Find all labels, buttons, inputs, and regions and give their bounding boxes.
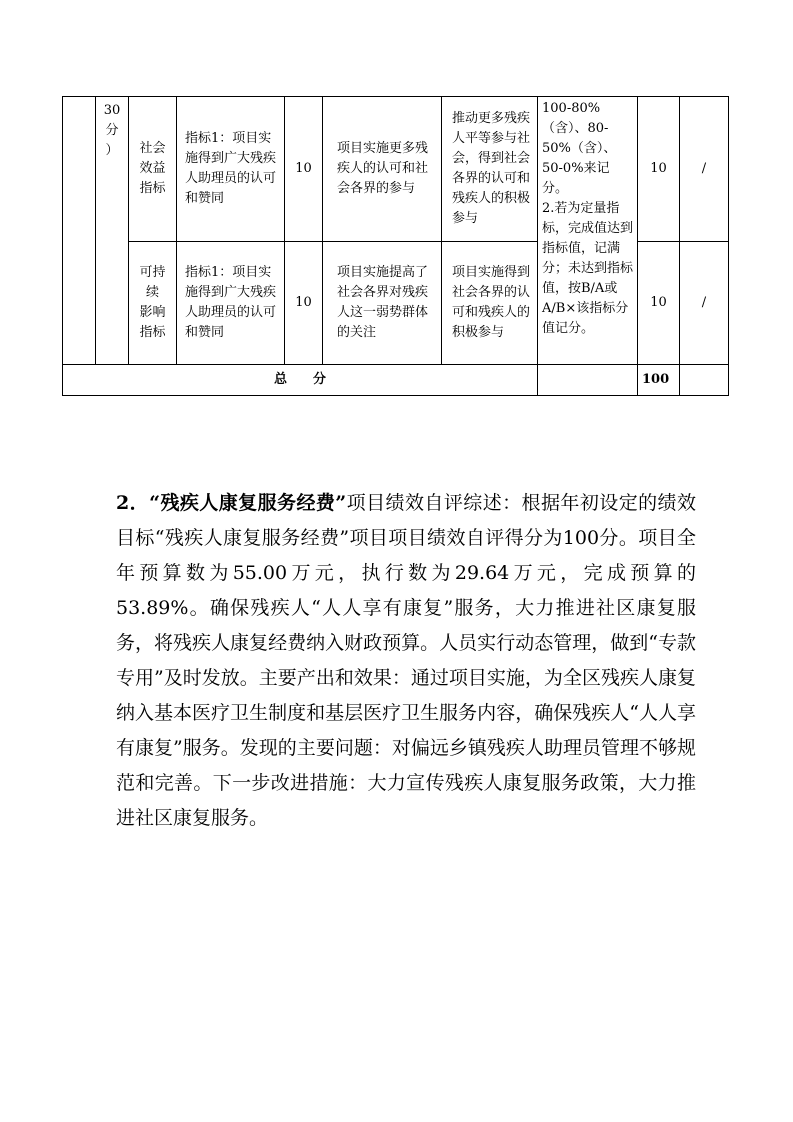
- left-margin-cell: [63, 97, 96, 365]
- note-cell: /: [680, 242, 729, 365]
- total-label: 总 分: [63, 365, 538, 396]
- target-cell: 项目实施更多残疾人的认可和社会各界的参与: [323, 97, 442, 242]
- indicator-cell: 指标1：项目实施得到广大残疾人助理员的认可和赞同: [177, 97, 285, 242]
- total-empty-cell: [538, 365, 638, 396]
- performance-table: [62, 96, 729, 396]
- category-cell: 可持 续 影响 指标: [129, 242, 177, 365]
- total-note-cell: [680, 365, 729, 396]
- scoring-rule-cell: 100-80%（含）、80-50%（含）、50-0%来记分。 2.若为定量指标，完成值达到指标值，记满分；未达到指标值，按B/A或A/B×该指标分值记分。: [538, 97, 638, 365]
- weight-cell: 10: [285, 97, 323, 242]
- category-cell: 社会 效益 指标: [129, 97, 177, 242]
- score-cell: 10: [638, 97, 680, 242]
- paragraph-body: 项目绩效自评综述：根据年初设定的绩效目标“残疾人康复服务经费”项目项目绩效自评得分为100分。项目全年预算数为55.00万元，执行数为29.64万元，完成预算的53.89%。确保残疾人“人人享有康复”服务，大力推进社区康复服务，将残疾人康复经费纳入财政预算。人员实行动态管理，做到“专款专用”及时发放。主要产出和效果：通过项目实施，为全区残疾人康复纳入基本医疗卫生制度和基层医疗卫生服务内容，确保残疾人“人人享有康复”服务。发现的主要问题：对偏远乡镇残疾人助理员管理不够规范和完善。下一步改进措施：大力宣传残疾人康复服务政策，大力推进社区康复服务。: [116, 492, 696, 829]
- dimension-score-cell: 30 分 ）: [96, 97, 129, 365]
- weight-cell: 10: [285, 242, 323, 365]
- total-value: 100: [638, 365, 680, 396]
- paragraph-heading: 2．“残疾人康复服务经费”: [116, 492, 347, 514]
- actual-cell: 推动更多残疾人平等参与社会，得到社会各界的认可和残疾人的积极参与: [442, 97, 538, 242]
- actual-cell: 项目实施得到社会各界的认可和残疾人的积极参与: [442, 242, 538, 365]
- target-cell: 项目实施提高了社会各界对残疾人这一弱势群体的关注: [323, 242, 442, 365]
- evaluation-paragraph: [116, 486, 696, 836]
- note-cell: /: [680, 97, 729, 242]
- indicator-cell: 指标1：项目实施得到广大残疾人助理员的认可和赞同: [177, 242, 285, 365]
- score-cell: 10: [638, 242, 680, 365]
